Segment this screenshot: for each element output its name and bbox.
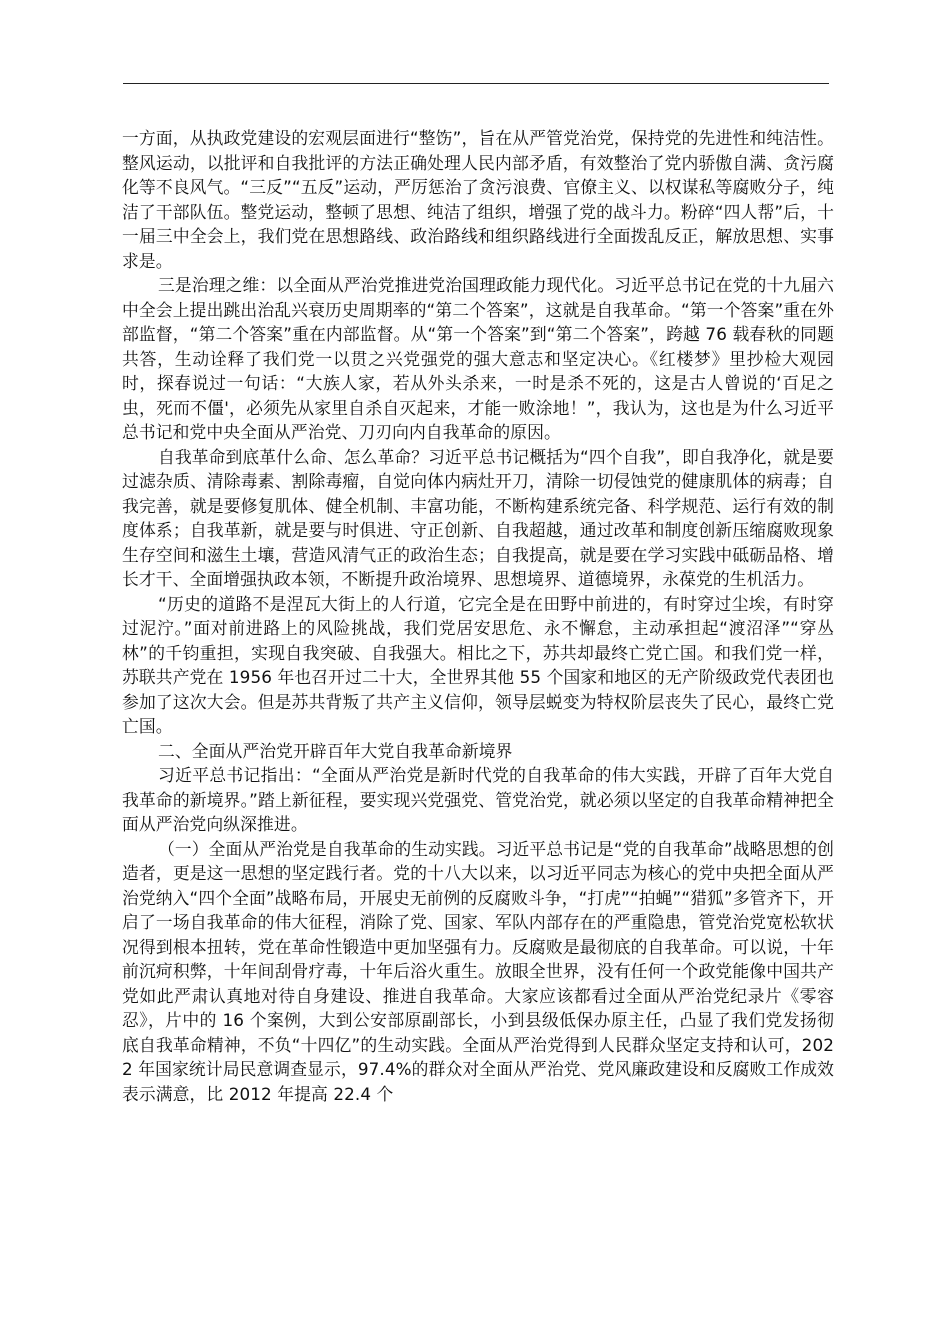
paragraph-governance: 三是治理之维：以全面从严治党推进党治国理政能力现代化。习近平总书记在党的十九届六中全会上提出跳出治乱兴衰历史周期率的“第二个答案”，这就是自我革命。“第一个答案”重在外部监督，“第二个答案”重在内部监督。从“第一个答案”到“第二个答案”，跨越 76 载春秋的同题共答，生动诠释了我们党一以贯之兴党强党的强大意志和坚定决心。《红楼梦》里抄检大观园时，探春说过一句话：“大族人家，若从外头杀来，一时是杀不死的，这是古人曾说的‘百足之虫，死而不僵'，必须先从家里自杀自灭起来，才能一败涂地！”，我认为，这也是为什么习近平总书记和党中央全面从严治党、刀刃向内自我革命的原因。: [122, 275, 834, 442]
paragraph-continuation: 一方面，从执政党建设的宏观层面进行“整饬”，旨在从严管党治党，保持党的先进性和纯洁性。整风运动，以批评和自我批评的方法正确处理人民内部矛盾，有效整治了党内骄傲自满、贪污腐化等不良风气。“三反”“五反”运动，严厉惩治了贪污浪费、官僚主义、以权谋私等腐败分子，纯洁了干部队伍。整党运动，整顿了思想、纯洁了组织，增强了党的战斗力。粉碎“四人帮”后，十一届三中全会上，我们党在思想路线、政治路线和组织路线进行全面拨乱反正，解放思想、实事求是。: [122, 128, 834, 271]
paragraph-historical-road: “历史的道路不是涅瓦大街上的人行道，它完全是在田野中前进的，有时穿过尘埃，有时穿过泥泞。”面对前进路上的风险挑战，我们党居安思危、永不懈怠，主动承担起“渡沼泽”“穿丛林”的千钧重担，实现自我突破、自我强大。相比之下，苏共却最终亡党亡国。和我们党一样，苏联共产党在 1956 年也召开过二十大，全世界其他 55 个国家和地区的无产阶级政党代表团也参加了这次大会。但是苏共背叛了共产主义信仰，领导层蜕变为特权阶层丧失了民心，最终亡党亡国。: [122, 593, 834, 736]
header-rule: [123, 83, 829, 84]
paragraph-practice: （一）全面从严治党是自我革命的生动实践。习近平总书记是“党的自我革命”战略思想的创造者，更是这一思想的坚定践行者。党的十八大以来，以习近平同志为核心的党中央把全面从严治党纳入“四个全面”战略布局，开展史无前例的反腐败斗争，“打虎”“拍蝇”“猎狐”多管齐下，开启了一场自我革命的伟大征程，消除了党、国家、军队内部存在的严重隐患，管党治党宽松软状况得到根本扭转，党在革命性锻造中更加坚强有力。反腐败是最彻底的自我革命。可以说，十年前沉疴积弊，十年间刮骨疗毒，十年后浴火重生。放眼全世界，没有任何一个政党能像中国共产党如此严肃认真地对待自身建设、推进自我革命。大家应该都看过全面从严治党纪录片《零容忍》，片中的 16 个案例，大到公安部原副部长，小到县级低保办原主任，凸显了我们党发扬彻底自我革命精神，不负“十四亿”的生动实践。全面从严治党得到人民群众坚定支持和认可，2022 年国家统计局民意调查显示，97.4%的群众对全面从严治党、党风廉政建设和反腐败工作成效表示满意，比 2012 年提高 22.4 个: [122, 838, 834, 1104]
body-text: [122, 126, 834, 1106]
section-heading: 二、全面从严治党开辟百年大党自我革命新境界: [158, 740, 513, 761]
paragraph-four-selves: 自我革命到底革什么命、怎么革命？习近平总书记概括为“四个自我”，即自我净化，就是要过滤杂质、清除毒素、割除毒瘤，自觉向体内病灶开刀，清除一切侵蚀党的健康肌体的病毒；自我完善，就是要修复肌体、健全机制、丰富功能，不断构建系统完备、科学规范、运行有效的制度体系；自我革新，就是要与时俱进、守正创新、自我超越，通过改革和制度创新压缩腐败现象生存空间和滋生土壤，营造风清气正的政治生态；自我提高，就是要在学习实践中砥砺品格、增长才干、全面增强执政本领，不断提升政治境界、思想境界、道德境界，永葆党的生机活力。: [122, 446, 834, 589]
paragraph-new-realm: 习近平总书记指出：“全面从严治党是新时代党的自我革命的伟大实践，开辟了百年大党自我革命的新境界。”踏上新征程，要实现兴党强党、管党治党，就必须以坚定的自我革命精神把全面从严治党向纵深推进。: [122, 765, 834, 834]
